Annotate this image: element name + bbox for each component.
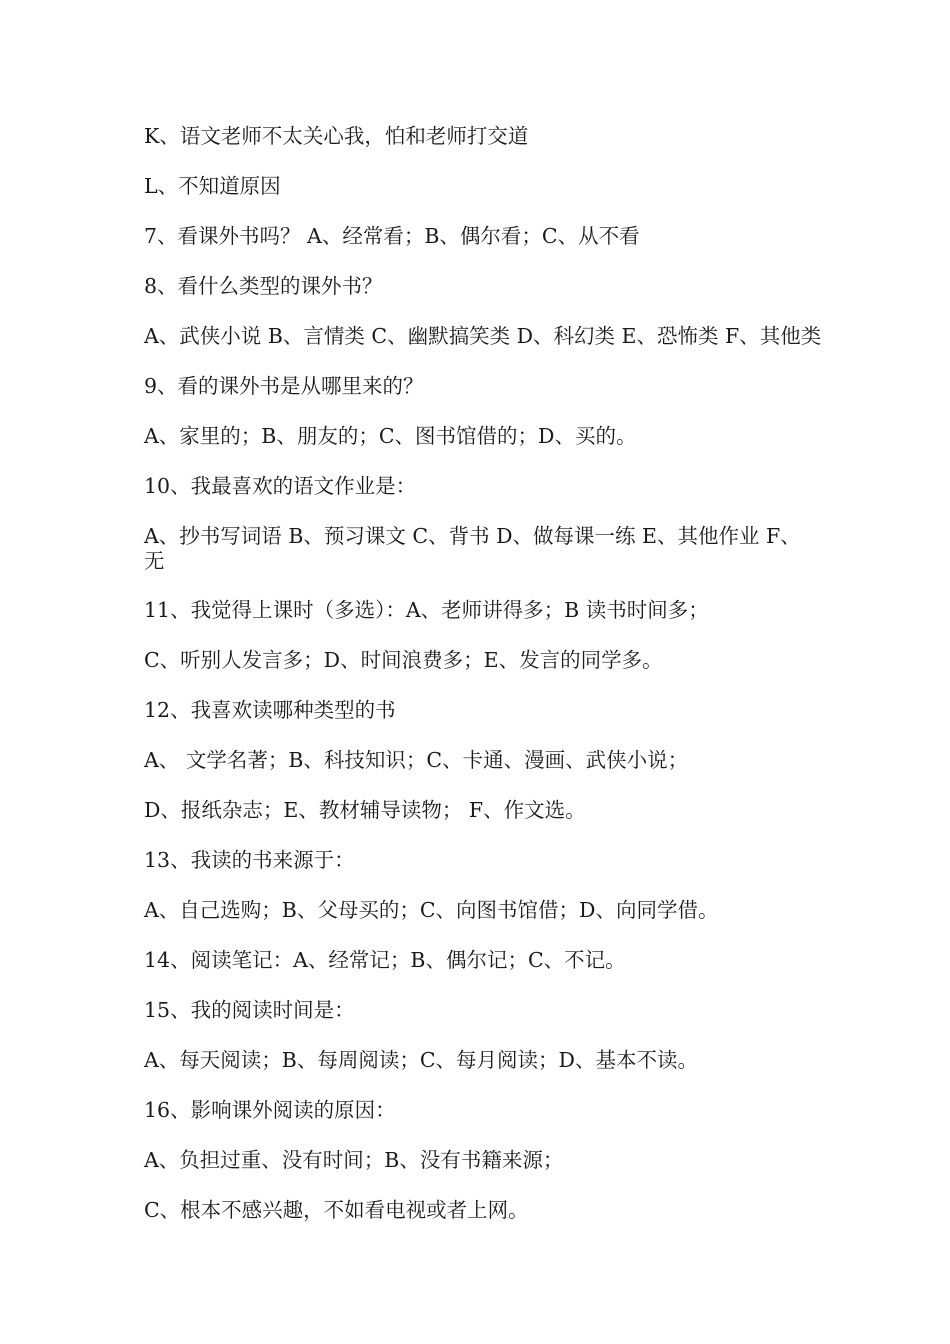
question-16-options-2: C、根本不感兴趣，不如看电视或者上网。 — [144, 1198, 529, 1222]
option-k: K、语文老师不太关心我，怕和老师打交道 — [144, 124, 529, 148]
question-10-options: A、抄书写词语 B、预习课文 C、背书 D、做每课一练 E、其他作业 F、无 — [144, 524, 801, 573]
question-15-options: A、每天阅读；B、每周阅读；C、每月阅读；D、基本不读。 — [144, 1048, 698, 1072]
question-12-options-1: A、 文学名著；B、科技知识；C、卡通、漫画、武侠小说； — [144, 748, 689, 772]
question-15: 15、我的阅读时间是： — [144, 998, 355, 1022]
question-8: 8、看什么类型的课外书？ — [144, 274, 383, 298]
question-11-options: C、听别人发言多；D、时间浪费多；E、发言的同学多。 — [144, 648, 663, 672]
question-9: 9、看的课外书是从哪里来的？ — [144, 374, 424, 398]
question-16: 16、影响课外阅读的原因： — [144, 1098, 396, 1122]
question-7: 7、看课外书吗？ A、经常看；B、偶尔看；C、从不看 — [144, 224, 640, 248]
question-13: 13、我读的书来源于： — [144, 848, 355, 872]
question-16-options-1: A、负担过重、没有时间；B、没有书籍来源； — [144, 1148, 564, 1172]
question-10: 10、我最喜欢的语文作业是： — [144, 474, 417, 498]
question-14: 14、阅读笔记：A、经常记；B、偶尔记；C、不记。 — [144, 948, 626, 972]
question-12-options-2: D、报纸杂志；E、教材辅导读物； F、作文选。 — [144, 798, 586, 822]
question-9-options: A、家里的；B、朋友的；C、图书馆借的；D、买的。 — [144, 424, 637, 448]
question-12: 12、我喜欢读哪种类型的书 — [144, 698, 396, 722]
question-13-options: A、自己选购；B、父母买的；C、向图书馆借；D、向同学借。 — [144, 898, 719, 922]
option-l: L、不知道原因 — [144, 174, 281, 198]
question-11: 11、我觉得上课时（多选）：A、老师讲得多；B 读书时间多； — [144, 598, 709, 622]
question-8-options: A、武侠小说 B、言情类 C、幽默搞笑类 D、科幻类 E、恐怖类 F、其他类 — [144, 324, 822, 348]
